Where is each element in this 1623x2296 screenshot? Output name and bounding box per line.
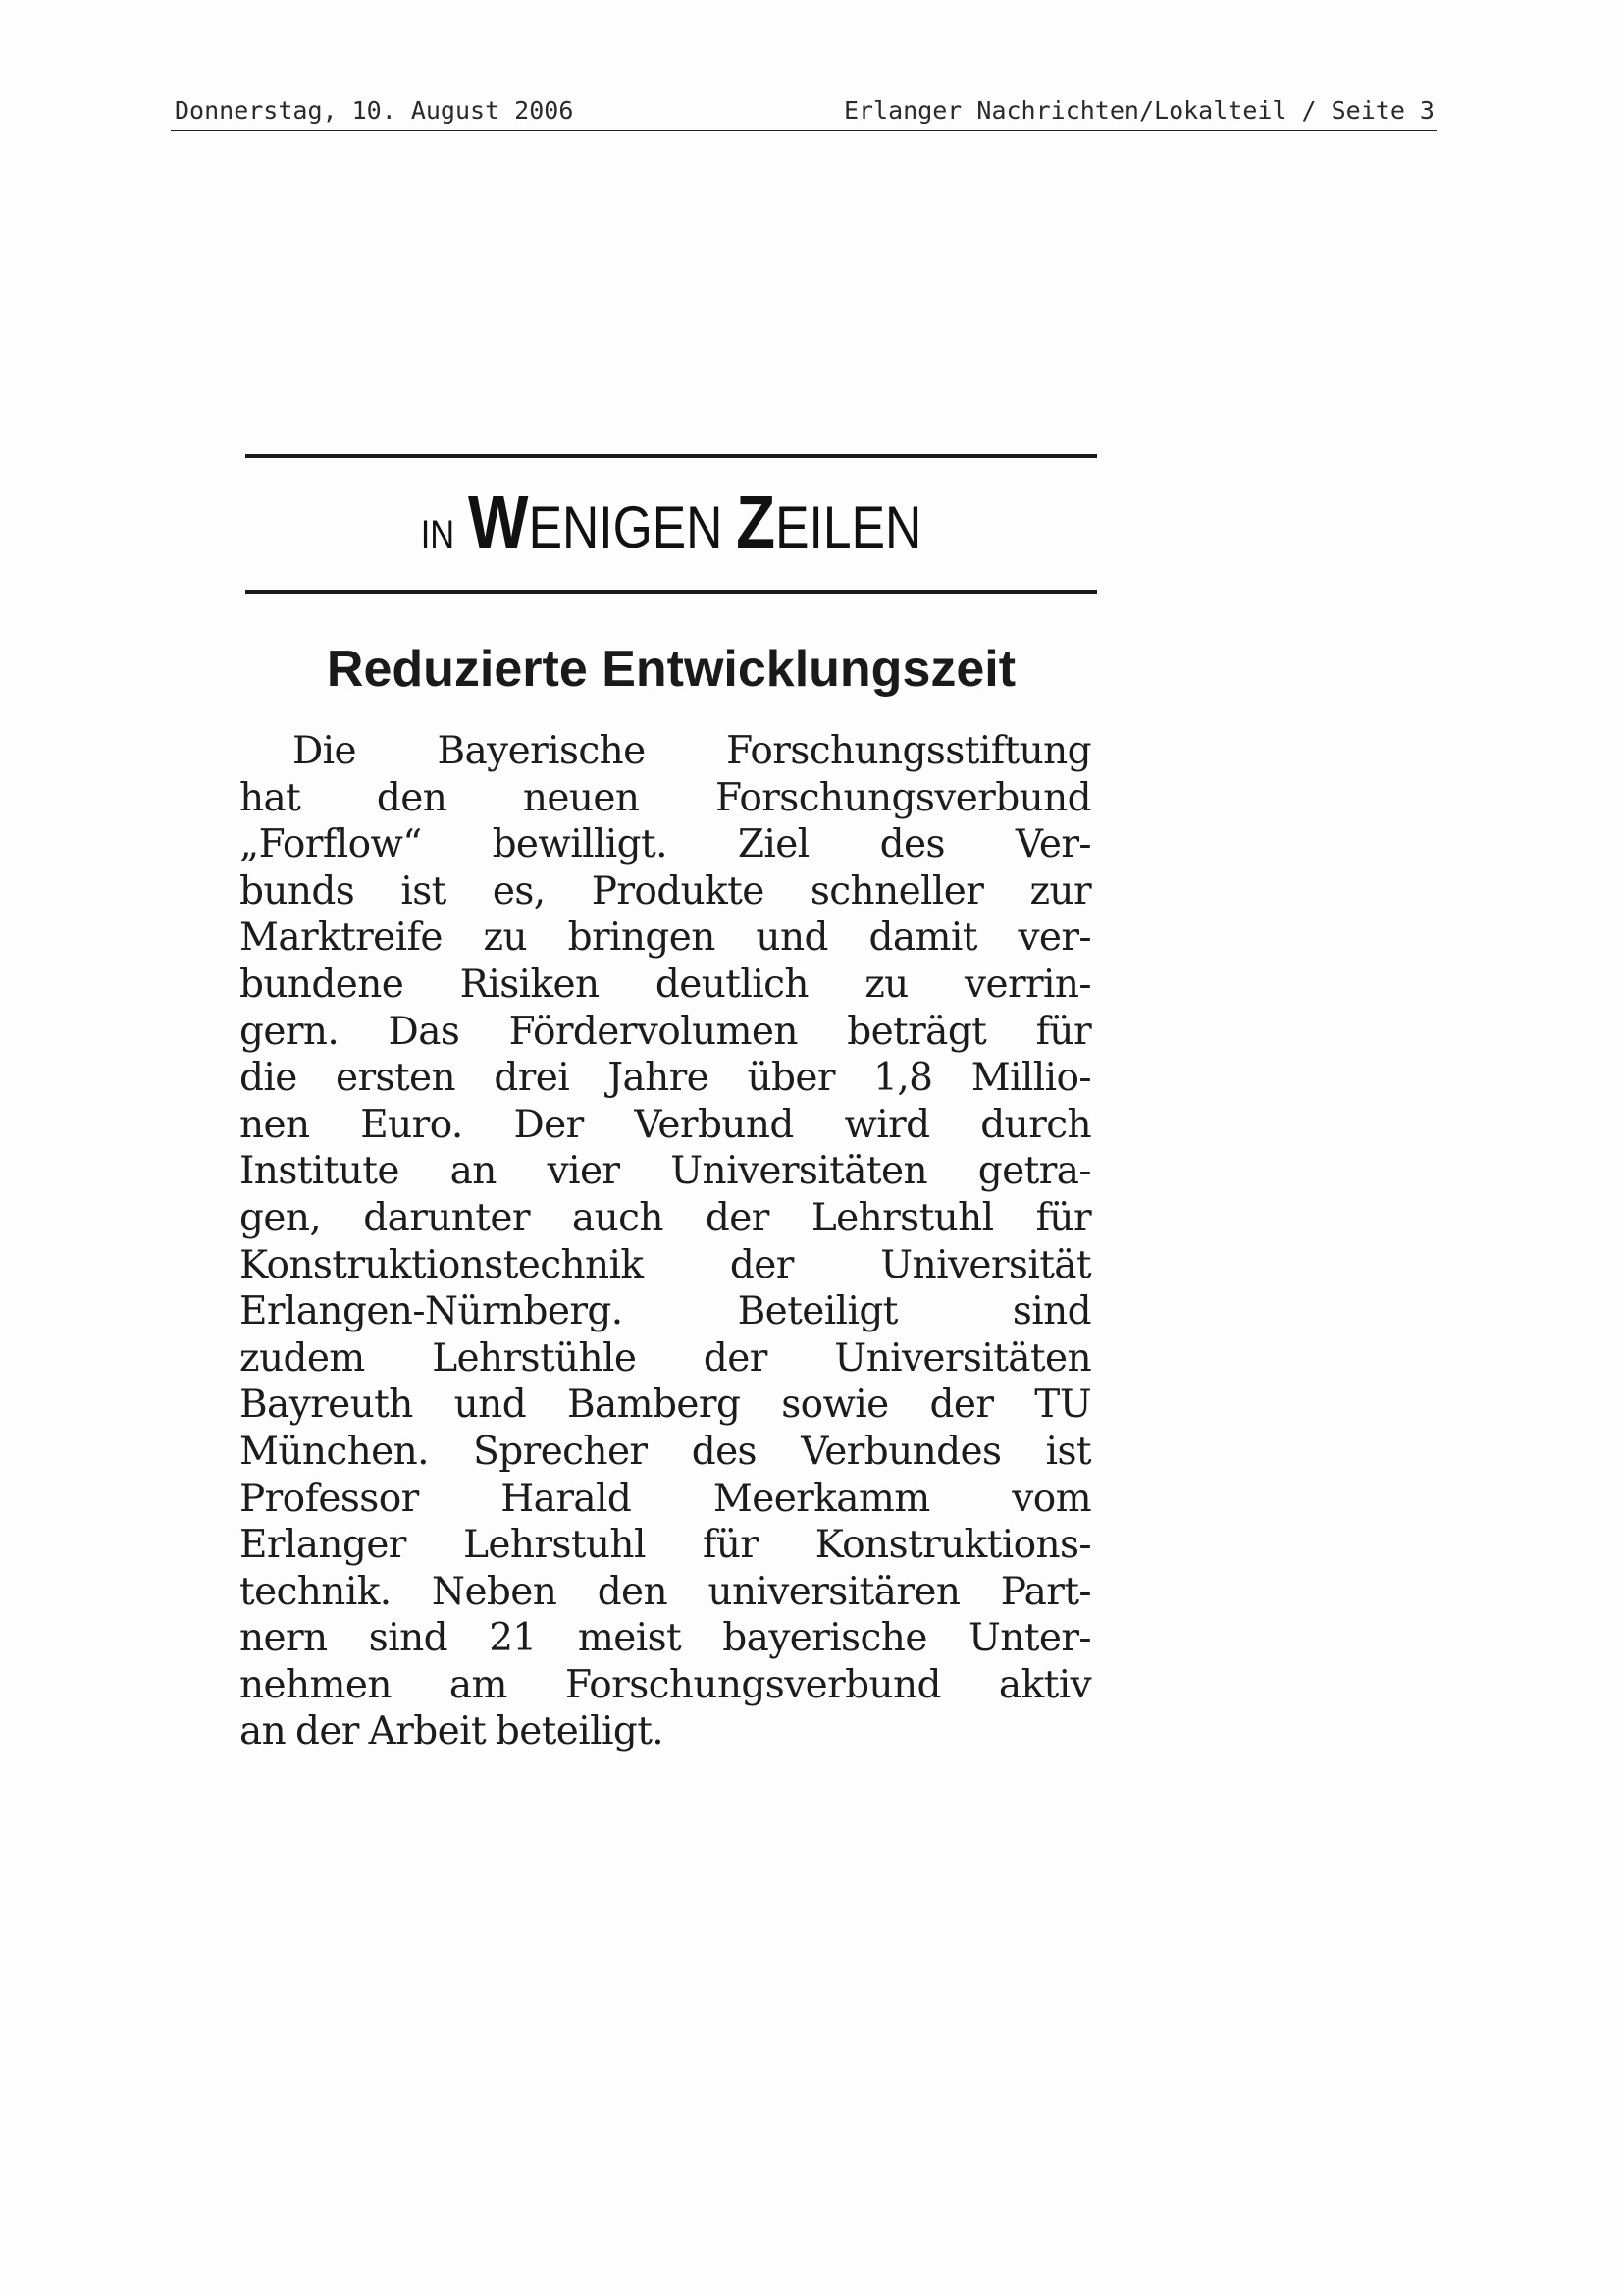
- article-line: nen Euro. Der Verbund wird durch: [239, 1102, 1091, 1147]
- article-line: Marktreife zu bringen und damit ver-: [239, 915, 1091, 961]
- article-line: nehmen am Forschungsverbund aktiv: [239, 1662, 1091, 1707]
- rubric-top-rule: [245, 454, 1097, 458]
- rubric-bottom-rule: [245, 590, 1097, 594]
- article-line: bunds ist es, Produkte schneller zur: [239, 868, 1091, 913]
- header-rule: [171, 130, 1437, 131]
- article-line: Professor Harald Meerkamm vom: [239, 1476, 1091, 1521]
- article-line: nern sind 21 meist bayerische Unter-: [239, 1616, 1091, 1661]
- rubric-cap-z: Z: [736, 481, 776, 564]
- article-line: Institute an vier Universitäten getra-: [239, 1149, 1091, 1194]
- article-line: Erlangen-Nürnberg. Beteiligt sind: [239, 1289, 1091, 1334]
- rubric-word-zeilen: EILEN: [775, 495, 922, 560]
- article-line: Die Bayerische Forschungsstiftung: [292, 729, 1091, 773]
- page-header: [171, 96, 1435, 130]
- rubric-word-wenigen: ENIGEN: [528, 495, 723, 560]
- article-line: Bayreuth und Bamberg sowie der TU: [239, 1383, 1091, 1428]
- rubric-word-in: IN: [420, 513, 455, 556]
- article-line: technik. Neben den universitären Part-: [239, 1569, 1091, 1614]
- header-source: Erlanger Nachrichten/Lokalteil / Seite 3: [843, 96, 1435, 125]
- article-line: bundene Risiken deutlich zu verrin-: [239, 962, 1091, 1007]
- article-line: die ersten drei Jahre über 1,8 Millio-: [239, 1056, 1091, 1101]
- article-line: Konstruktionstechnik der Universität: [239, 1242, 1091, 1287]
- rubric-title: [305, 469, 1037, 577]
- article-line: Erlanger Lehrstuhl für Konstruktions-: [239, 1523, 1091, 1568]
- article-line: gen, darunter auch der Lehrstuhl für: [239, 1195, 1091, 1240]
- article-headline: Reduzierte Entwicklungszeit: [326, 641, 1017, 698]
- article-line: zudem Lehrstühle der Universitäten: [239, 1335, 1091, 1381]
- article-line: an der Arbeit beteiligt.: [239, 1709, 664, 1754]
- header-date: Donnerstag, 10. August 2006: [175, 96, 574, 125]
- article-line: „Forflow“ bewilligt. Ziel des Ver-: [239, 822, 1091, 867]
- article-body: [239, 728, 1091, 1755]
- article-line: München. Sprecher des Verbundes ist: [239, 1429, 1091, 1474]
- article-line: gern. Das Fördervolumen beträgt für: [239, 1009, 1091, 1054]
- rubric-cap-w: W: [467, 481, 529, 564]
- article-line: hat den neuen Forschungsverbund: [239, 775, 1091, 820]
